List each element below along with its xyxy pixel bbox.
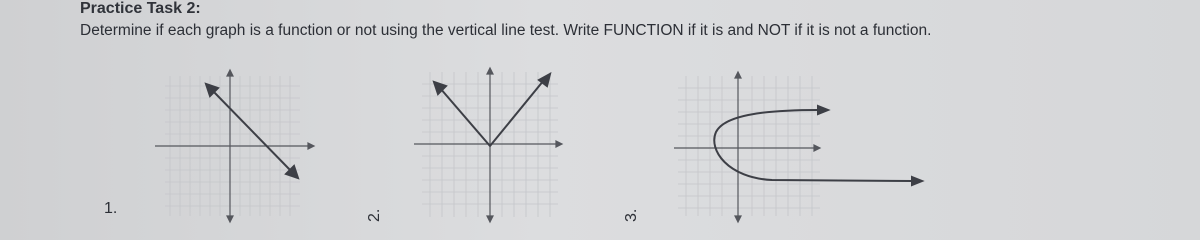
task-instructions: Determine if each graph is a function or not using the vertical line test. Write FUNCTION if it is and NOT if it is not a function. — [80, 22, 932, 39]
graph-3-axes — [674, 72, 820, 222]
graph-1 — [150, 66, 320, 226]
graph-2-curve — [434, 74, 550, 146]
graph-3-curve — [714, 106, 922, 185]
graph-3-grid — [678, 76, 820, 216]
item-number-1: 1. — [104, 200, 118, 217]
graph-2 — [410, 62, 570, 227]
item-number-2: 2. — [366, 208, 383, 222]
task-title: Practice Task 2: — [80, 0, 201, 17]
item-number-3: 3. — [623, 208, 640, 222]
graph-3 — [672, 66, 934, 226]
